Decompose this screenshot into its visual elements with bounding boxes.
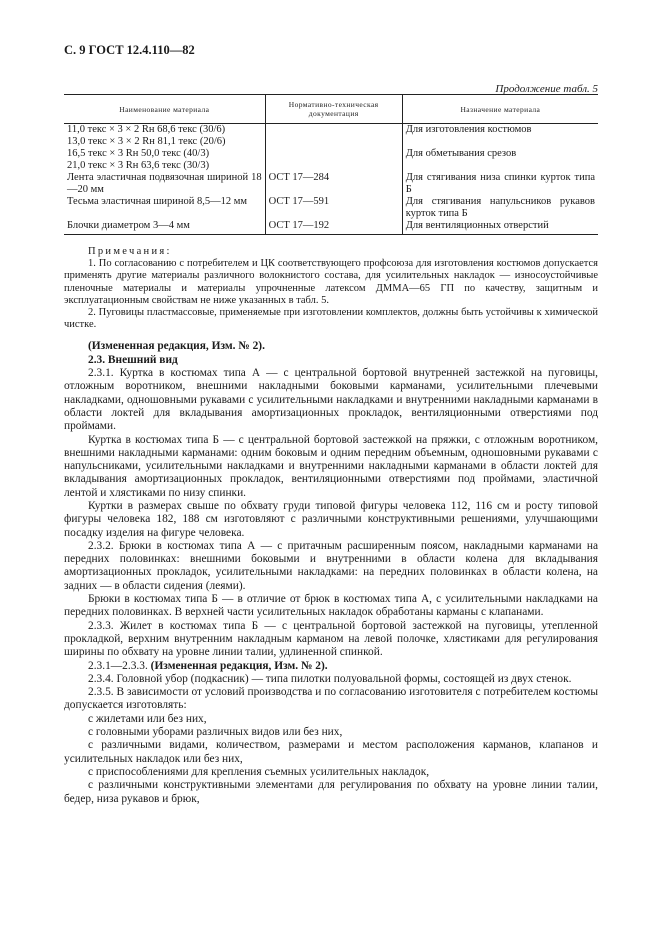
paragraph: 2.3.2. Брюки в костюмах типа А — с притачным расширенным поясом, накладными карманами на передних половинках: внешними боковыми и внутренними в области колена для вкладывания амортизационных прокладок, усилительными накладками: на передних половинках в области колена, на задних — в области сидения (леями).	[64, 539, 598, 592]
list-item: с различными видами, количеством, размерами и местом расположения карманов, клапанов и усилительных накладок или без них,	[64, 739, 598, 765]
table-continuation-label: Продолжение табл. 5	[495, 83, 598, 95]
material-doc: ОСТ 17—192	[265, 220, 402, 235]
note-item: 2. Пуговицы пластмассовые, применяемые при изготовлении комплектов, должны быть устойчивы к химической чистке.	[64, 307, 598, 331]
document-body	[64, 246, 598, 806]
material-doc	[265, 136, 402, 148]
paragraph: 2.3.4. Головной убор (подкасник) — типа пилотки полуовальной формы, состоящей из двух стенок.	[88, 672, 572, 685]
revision-note: (Измененная редакция, Изм. № 2).	[150, 659, 328, 672]
material-purpose: Для стягивания низа спинки курток типа Б	[402, 172, 598, 196]
list-item: с головными уборами различных видов или без них,	[88, 726, 343, 739]
table-row	[64, 124, 598, 137]
material-name: 13,0 текс × 3 × 2 Rн 81,1 текс (20/6)	[67, 136, 226, 147]
revision-note: (Измененная редакция, Изм. № 2).	[88, 340, 265, 353]
table-row	[64, 220, 598, 235]
material-purpose: Для стягивания напульсников рукавов курток типа Б	[402, 196, 598, 220]
paragraph: Куртка в костюмах типа Б — с центральной бортовой застежкой на пряжки, с отложным воротником, внешними накладными карманами: одним боковым и одним передним объемным, одношовными рукавами с напульсниками, усилительными накладками и внутренними накладными карманами в области локтей для вкладывания амортизационных прокладок, вентиляционными отверстиями под проймами, эластичной лентой и хлястиками по низу спинки.	[64, 433, 598, 499]
material-doc	[265, 148, 402, 160]
material-name: Тесьма эластичная шириной 8,5—12 мм	[67, 196, 248, 207]
page-header: С. 9 ГОСТ 12.4.110—82	[64, 43, 195, 57]
material-purpose: Для обметывания срезов	[402, 148, 598, 160]
material-purpose: Для вентиляционных отверстий	[402, 220, 598, 235]
note-item: 1. По согласованию с потребителем и ЦК соответствующего профсоюза для изготовления костюмов допускается применять другие материалы различного волокнистого состава, для усилительных накладок — износоустойчивые пленочные материалы и материалы упрочненные латексом ДММА—65 ГП по качеству, защитным и эксплуатационным свойствам не ниже указанных в табл. 5.	[64, 258, 598, 306]
material-name: 16,5 текс × 3 Rн 50,0 текс (40/3)	[67, 148, 210, 159]
notes-heading: Примечания:	[88, 246, 172, 257]
material-name: Блочки диаметром 3—4 мм	[64, 220, 265, 235]
materials-table	[64, 94, 598, 235]
revision-line	[64, 660, 598, 673]
spacer	[64, 331, 598, 340]
paragraph: 2.3.1. Куртка в костюмах типа А — с центральной бортовой внутренней застежкой на пуговицы, отложным воротником, внешними накладными боковыми карманами, усилительными плечевыми накладками, одношовными рукавами с усилительными накладками и внутренними накладными карманами в области локтей для вкладывания амортизационных прокладок, вентиляционными отверстиями под проймами.	[64, 367, 598, 433]
table-row	[64, 136, 598, 148]
table-row	[64, 160, 598, 172]
material-name: 21,0 текс × 3 Rн 63,6 текс (30/3)	[67, 160, 210, 171]
list-item: с жилетами или без них,	[88, 712, 207, 725]
list-item: с различными конструктивными элементами для регулирования по обхвату на уровне линии талии, бедер, низа рукавов и брюк,	[64, 779, 598, 805]
column-header: Нормативно-техническая документация	[265, 95, 402, 124]
table-row	[64, 172, 598, 196]
material-doc: ОСТ 17—284	[265, 172, 402, 196]
material-purpose: Для изготовления костюмов	[402, 124, 598, 137]
column-header: Наименование материала	[64, 95, 265, 124]
table-header-row	[64, 95, 598, 124]
column-header: Назначение материала	[402, 95, 598, 124]
material-name: Лента эластичная подвязочная шириной 18—20 мм	[67, 172, 262, 195]
material-doc	[265, 124, 402, 137]
paragraph: Куртки в размерах свыше по обхвату груди типовой фигуры человека 112, 116 см и росту типовой фигуры человека 182, 188 см изготовляют с различными конструктивными решениями, улучшающими посадку изделия на фигуре человека.	[64, 499, 598, 539]
table-row	[64, 148, 598, 160]
material-name: 11,0 текс × 3 × 2 Rн 68,6 текс (30/6)	[67, 124, 226, 135]
material-doc: ОСТ 17—591	[265, 196, 402, 220]
section-title: 2.3. Внешний вид	[88, 353, 178, 366]
material-doc	[265, 160, 402, 172]
list-item: с приспособлениями для крепления съемных усилительных накладок,	[88, 765, 430, 778]
paragraph: 2.3.5. В зависимости от условий производства и по согласованию изготовителя с потребителем костюмы допускается изготовлять:	[64, 686, 598, 712]
revision-clauses: 2.3.1—2.3.3.	[88, 659, 151, 672]
paragraph: Брюки в костюмах типа Б — в отличие от брюк в костюмах типа А, с усилительными накладками на передних половинках. В верхней части усилительных накладок обработаны карманы с клапанами.	[64, 593, 598, 619]
table-row	[64, 196, 598, 220]
material-purpose	[402, 136, 598, 148]
paragraph: 2.3.3. Жилет в костюмах типа Б — с центральной бортовой застежкой на пуговицы, утепленной прокладкой, верхним внутренним накладным карманом на левой полочке, хлястиками для регулирования ширины по обхвату на уровне линии талии, удлиненной спинкой.	[64, 619, 598, 659]
material-purpose	[402, 160, 598, 172]
